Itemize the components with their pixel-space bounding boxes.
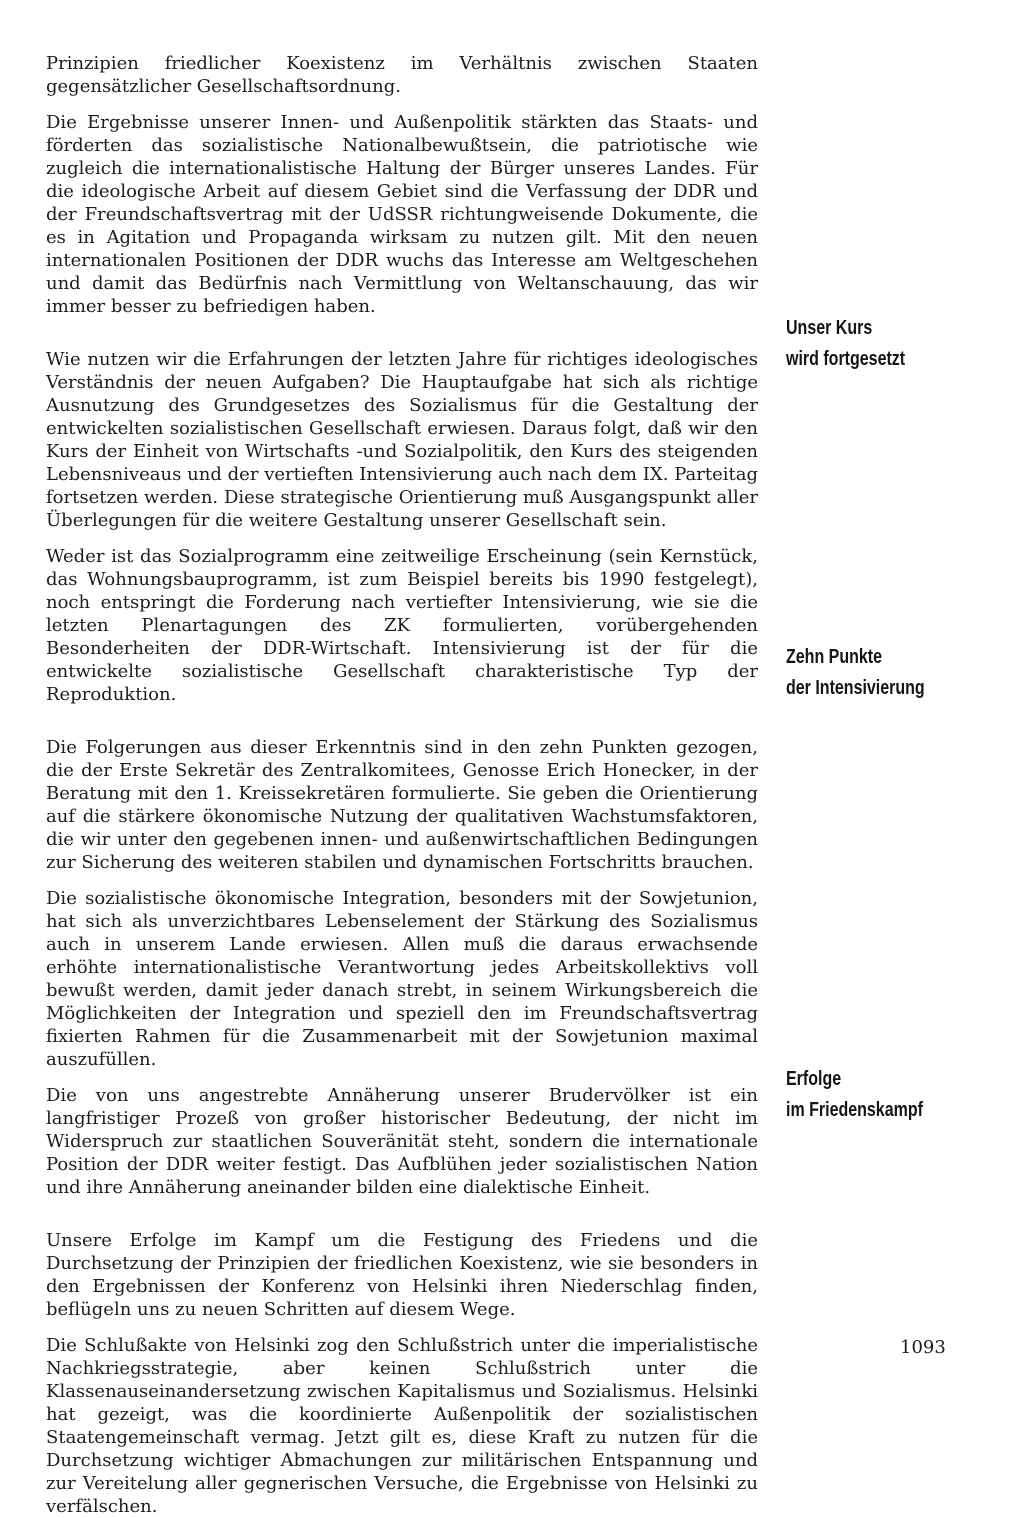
paragraph-8: Unsere Erfolge im Kampf um die Festigung des Friedens und die Durchsetzung der Prinzipien der friedlichen Koexistenz, wie sie besonders in den Ergebnissen der Konferenz von Helsinki ihren Niederschlag finden, beflügeln uns zu neuen Schritten auf diesem Wege. bbox=[46, 1230, 758, 1320]
side-heading-line: im Friedenskampf bbox=[786, 1099, 923, 1121]
paragraph-2: Die Ergebnisse unserer Innen- und Außenpolitik stärkten das Staats- und förderten das sozialistische Nationalbewußtsein, die patriotische wie zugleich die internationalistische Haltung der Bürger unseres Landes. Für die ideologische Arbeit auf diesem Gebiet sind die Verfassung der DDR und der Freundschaftsvertrag mit der UdSSR richtungweisende Dokumente, die es in Agitation und Propaganda wirksam zu nutzen gilt. Mit den neuen internationalen Positionen der DDR wuchs das Interesse am Weltgeschehen und damit das Bedürfnis nach Vermittlung von Weltanschauung, das wir immer besser zu befriedigen haben. bbox=[46, 112, 758, 317]
side-heading-line: Zehn Punkte bbox=[786, 646, 883, 668]
main-text-column bbox=[46, 52, 758, 1518]
paragraph-3: Wie nutzen wir die Erfahrungen der letzten Jahre für richtiges ideologisches Verständnis der neuen Aufgaben? Die Hauptaufgabe hat sich als richtige Ausnutzung des Grundgesetzes des Sozialismus für die Gestaltung der entwickelten sozialistischen Gesellschaft erwiesen. Daraus folgt, daß wir den Kurs der Einheit von Wirtschafts -und Sozialpolitik, den Kurs des steigenden Lebensniveaus und der vertieften Intensivierung auch nach dem IX. Parteitag fortsetzen werden. Diese strategische Orientierung muß Ausgangspunkt aller Überlegungen für die weitere Gestaltung unserer Gesellschaft sein. bbox=[46, 349, 758, 531]
side-heading-unser-kurs bbox=[786, 313, 946, 375]
side-heading-line: Erfolge bbox=[786, 1068, 842, 1090]
side-heading-line: Unser Kurs bbox=[786, 317, 873, 339]
side-heading-line: der Intensivierung bbox=[786, 677, 925, 699]
side-heading-line: wird fortgesetzt bbox=[786, 348, 906, 370]
paragraph-5: Die Folgerungen aus dieser Erkenntnis sind in den zehn Punkten gezogen, die der Erste Sekretär des Zentralkomitees, Genosse Erich Honecker, in der Beratung mit den 1. Kreissekretären formulierte. Sie geben die Orientierung auf die stärkere ökonomische Nutzung der qualitativen Wachstumsfaktoren, die wir unter den gegebenen innen- und außenwirtschaftlichen Bedingungen zur Sicherung des weiteren stabilen und dynamischen Fortschritts brauchen. bbox=[46, 737, 758, 873]
paragraph-1: Prinzipien friedlicher Koexistenz im Verhältnis zwischen Staaten gegensätzlicher Gesellschaftsordnung. bbox=[46, 53, 758, 97]
side-heading-erfolge bbox=[786, 1064, 946, 1126]
paragraph-4: Weder ist das Sozialprogramm eine zeitweilige Erscheinung (sein Kernstück, das Wohnungsbauprogramm, ist zum Beispiel bereits bis 1990 festgelegt), noch entspringt die Forderung nach vertiefter Intensivierung, wie sie die letzten Plenartagungen des ZK formulierten, vorübergehenden Besonderheiten der DDR-Wirtschaft. Intensivierung ist der für die entwickelte sozialistische Gesellschaft charakteristische Typ der Reproduktion. bbox=[46, 546, 758, 705]
page-number: 1093 bbox=[900, 1337, 946, 1358]
paragraph-9: Die Schlußakte von Helsinki zog den Schlußstrich unter die imperialistische Nachkriegsstrategie, aber keinen Schlußstrich unter die Klassenauseinandersetzung zwischen Kapitalismus und Sozialismus. Helsinki hat gezeigt, was die koordinierte Außenpolitik der sozialistischen Staatengemeinschaft vermag. Jetzt gilt es, diese Kraft zu nutzen für die Durchsetzung wichtiger Abmachungen zur militärischen Entspannung und zur Vereitelung aller gegnerischen Versuche, die Ergebnisse von Helsinki zu verfälschen. bbox=[46, 1335, 758, 1517]
paragraph-6: Die sozialistische ökonomische Integration, besonders mit der Sowjetunion, hat sich als unverzichtbares Lebenselement der Stärkung des Sozialismus auch in unserem Lande erwiesen. Allen muß die daraus erwachsende erhöhte internationalistische Verantwortung jedes Arbeitskollektivs voll bewußt werden, damit jeder danach strebt, in seinem Wirkungsbereich die Möglichkeiten der Integration und speziell den im Freundschaftsvertrag fixierten Rahmen für die Zusammenarbeit mit der Sowjetunion maximal auszufüllen. bbox=[46, 888, 758, 1070]
side-heading-zehn-punkte bbox=[786, 642, 946, 704]
paragraph-7: Die von uns angestrebte Annäherung unserer Brudervölker ist ein langfristiger Prozeß von großer historischer Bedeutung, der nicht im Widerspruch zur staatlichen Souveränität steht, sondern die internationale Position der DDR weiter festigt. Das Aufblühen jeder sozialistischen Nation und ihre Annäherung aneinander bilden eine dialektische Einheit. bbox=[46, 1085, 758, 1198]
